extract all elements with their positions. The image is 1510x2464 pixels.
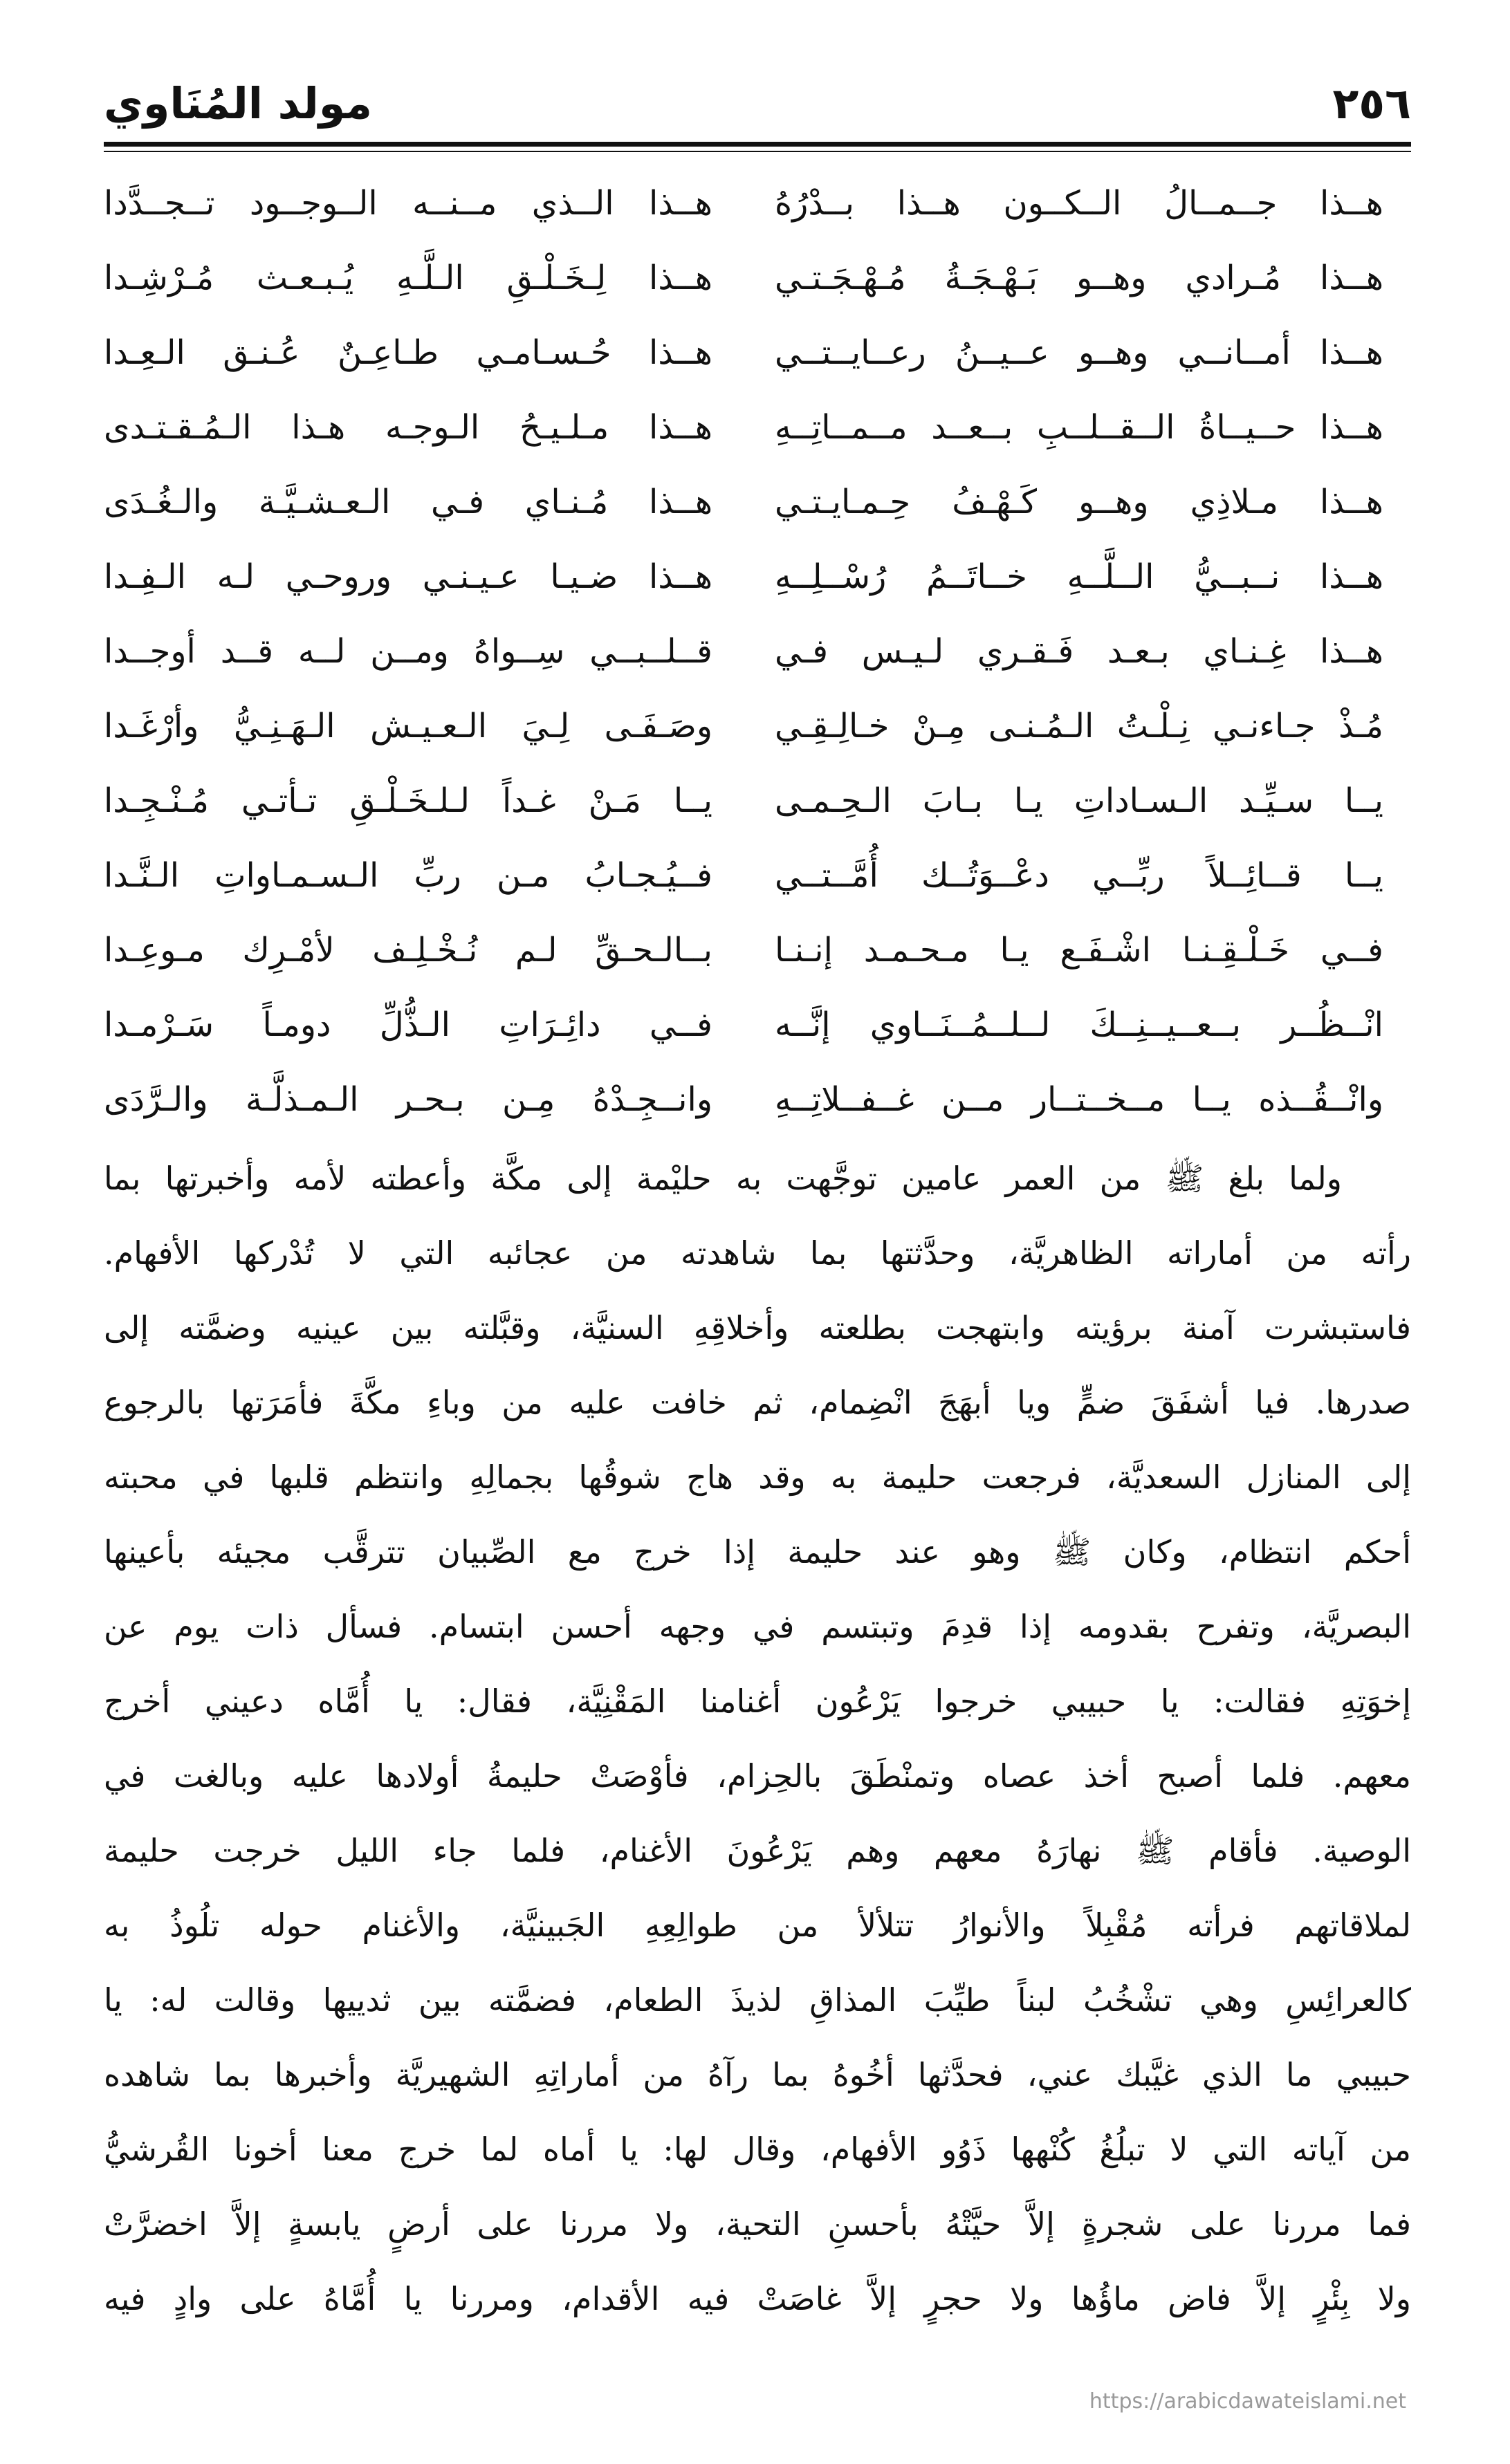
prose-line: معهم. فلما أصبح أخذ عصاه وتمنْطَقَ بالحِزام، فأوْصَتْ حليمةُ أولادها عليه وبالغت في — [104, 1757, 1411, 1795]
verse-second-hemistich: هــذا حُـسـامـي طـاعِـنٌ عُـنـق الـعِـدا — [104, 333, 712, 372]
verse-second-hemistich: وانــجِـدْهُ مِـن بـحـر الـمـذلَّـة والـرَّدَى — [104, 1080, 712, 1119]
poem-block — [104, 166, 1411, 1137]
verse-second-hemistich: فــيُـجـابُ مـن ربِّ الـسـمـاواتِ الـنَّـدا — [104, 856, 712, 895]
verse-second-hemistich: بــالـحـقِّ لـم نُـخْـلِـف لأمْـرِك مـوعِـدا — [104, 931, 712, 970]
prose-line: ولما بلغ ﷺ من العمر عامين توجَّهت به حليْمة إلى مكَّة وأعطته لأمه وأخبرتها بما — [104, 1160, 1342, 1197]
poem-verse — [104, 241, 1411, 315]
verse-second-hemistich: فــي دائِـرَاتِ الـذُّلِّ دومـاً سَـرْمـدا — [104, 1006, 712, 1044]
verse-first-hemistich: هــذا حــيــاةُ الــقــلــبِ بــعــد مــمــاتِــهِ — [775, 408, 1383, 447]
verse-first-hemistich: يــا سـيِّـد الـسـاداتِ يـا بـابَ الـحِـمـى — [775, 781, 1383, 820]
prose-line: البصريَّة، وتفرح بقدومه إذا قدِمَ وتبتسم في وجهه أحسن ابتسام. فسأل ذات يوم عن — [104, 1608, 1411, 1645]
verse-second-hemistich: هــذا لِـخَـلْـقِ الـلَّـهِ يُـبـعـث مُـرْشِـدا — [104, 259, 712, 297]
prose-line: صدرها. فيا أشفَقَ ضمٍّ ويا أبهَجَ انْضِمام، ثم خافت عليه من وباءِ مكَّةَ فأمَرَتها بالرجوع — [104, 1384, 1411, 1421]
prose-line: ولا بِئْرٍ إلاَّ فاض ماؤُها ولا حجرٍ إلاَّ غاصَتْ فيه الأقدام، ومررنا يا أُمَّاهُ على وادٍ فيه — [104, 2280, 1411, 2317]
verse-second-hemistich: هــذا الــذي مــنــه الــوجــود تــجــدَّدا — [104, 184, 712, 223]
verse-first-hemistich: هــذا جــمــالُ الــكــون هــذا بــدْرُهُ — [775, 184, 1383, 223]
prose-line: أحكم انتظام، وكان ﷺ وهو عند حليمة إذا خرج مع الصِّبيان تترقَّب مجيئه بأعينها — [104, 1533, 1411, 1571]
verse-second-hemistich: يــا مَـنْ غـداً لـلـخَـلْـقِ تـأتـي مُـنْـجِـدا — [104, 781, 712, 820]
verse-first-hemistich: مُـذْ جـاءنـي نِـلْـتُ الـمُـنـى مِـنْ خـالِـقِـي — [775, 707, 1383, 745]
poem-verse — [104, 390, 1411, 465]
verse-second-hemistich: قــلــبــي سِــواهُ ومــن لــه قــد أوجــدا — [104, 632, 712, 671]
verse-first-hemistich: فــي خَـلْـقِـنـا اشْـفَـع يـا مـحـمـد إنـنـا — [775, 931, 1383, 970]
watermark-url: https://arabicdawateislami.net — [1089, 2389, 1406, 2414]
prose-line: من آياته التي لا تبلُغُ كُنْهها ذَوُو الأفهام، وقال لها: يا أماه لما خرج معنا أخونا القُرشيُّ — [104, 2131, 1411, 2168]
header-rule-thin — [104, 151, 1411, 152]
poem-verse — [104, 689, 1411, 763]
verse-second-hemistich: هــذا ضـيـا عـيـنـي وروحـي لـه الـفِـدا — [104, 557, 712, 596]
verse-first-hemistich: هــذا مـلاذِي وهــو كَـهْـفُ حِـمـايـتـي — [775, 483, 1383, 521]
prose-line: كالعرائِسِ وهي تشْخُبُ لبناً طيِّبَ المذاقِ لذيذَ الطعام، فضمَّته بين ثدييها وقالت له: يا — [104, 1981, 1411, 2019]
prose-block — [104, 1141, 1411, 2336]
poem-verse — [104, 1062, 1411, 1137]
verse-first-hemistich: يــا قــائِــلاً ربِّــي دعْــوَتُــك أُمَّــتــي — [775, 856, 1383, 895]
poem-verse — [104, 988, 1411, 1062]
verse-first-hemistich: هــذا نــبــيُّ الــلَّــهِ خــاتَــمُ رُسْــلِــهِ — [775, 557, 1383, 596]
poem-verse — [104, 539, 1411, 614]
prose-line: فاستبشرت آمنة برؤيته وابتهجت بطلعته وأخلاقِهِ السنيَّة، وقبَّلته بين عينيه وضمَّته إلى — [104, 1309, 1411, 1346]
prose-line: لملاقاتهم فرأته مُقْبِلاً والأنوارُ تتلألأ من طوالِعِهِ الجَبينيَّة، والأغنام حوله تلُوذُ به — [104, 1907, 1411, 1944]
verse-second-hemistich: هــذا مُـنـاي فـي الـعـشـيَّـة والـغُـدَى — [104, 483, 712, 521]
prose-line: حبيبي ما الذي غيَّبك عني، فحدَّثها أخُوهُ بما رآهُ من أماراتِهِ الشهيريَّة وأخبرها بما شاهده — [104, 2056, 1411, 2093]
prose-line: رأته من أماراته الظاهريَّة، وحدَّثتها بما شاهدته من عجائبه التي لا تُدْركها الأفهام. — [104, 1234, 1411, 1272]
prose-line: إلى المنازل السعديَّة، فرجعت حليمة به وقد هاج شوقُها بجمالِهِ وانتظم قلبها في محبته — [104, 1458, 1411, 1496]
header-rule-thick — [104, 142, 1411, 147]
prose-line: إخوَتِهِ فقالت: يا حبيبي خرجوا يَرْعُون أغنامنا المَقْنِيَّة، فقال: يا أُمَّاه دعيني أخرج — [104, 1683, 1411, 1720]
poem-verse — [104, 913, 1411, 988]
verse-second-hemistich: هــذا مـلـيـحُ الـوجـه هـذا الـمُـقـتـدى — [104, 408, 712, 447]
verse-first-hemistich: هــذا غِـنـاي بـعـد فَـقـري لـيـس فـي — [775, 632, 1383, 671]
poem-verse — [104, 614, 1411, 689]
poem-verse — [104, 763, 1411, 838]
poem-verse — [104, 166, 1411, 241]
poem-verse — [104, 315, 1411, 390]
verse-first-hemistich: وانْــقُــذه يــا مــخــتــار مــن غــفــلاتِــهِ — [775, 1080, 1383, 1119]
prose-line: فما مررنا على شجرةٍ إلاَّ حيَّتْهُ بأحسنِ التحية، ولا مررنا على أرضٍ يابسةٍ إلاَّ اخضرَّتْ — [104, 2205, 1411, 2243]
verse-second-hemistich: وصَـفَـى لِـيَ الـعـيـش الـهَـنِـيُّ وأرْغَـدا — [104, 707, 712, 745]
poem-verse — [104, 838, 1411, 913]
page-header — [104, 66, 1411, 142]
verse-first-hemistich: هــذا أمــانــي وهــو عــيــنُ رعــايــتــي — [775, 333, 1383, 372]
page-number: ٢٥٦ — [1332, 78, 1411, 129]
prose-line: الوصية. فأقام ﷺ نهارَهُ معهم وهم يَرْعُونَ الأغنام، فلما جاء الليل خرجت حليمة — [104, 1832, 1411, 1869]
verse-first-hemistich: هــذا مُـرادي وهــو بَـهْـجَـةُ مُـهْـجَـتـي — [775, 259, 1383, 297]
poem-verse — [104, 465, 1411, 539]
verse-first-hemistich: انْــظُــر بــعــيــنِــكَ لــلــمُــنَــاوي إنَّــه — [775, 1006, 1383, 1044]
running-title: مولد المُنَاوي — [104, 78, 372, 129]
